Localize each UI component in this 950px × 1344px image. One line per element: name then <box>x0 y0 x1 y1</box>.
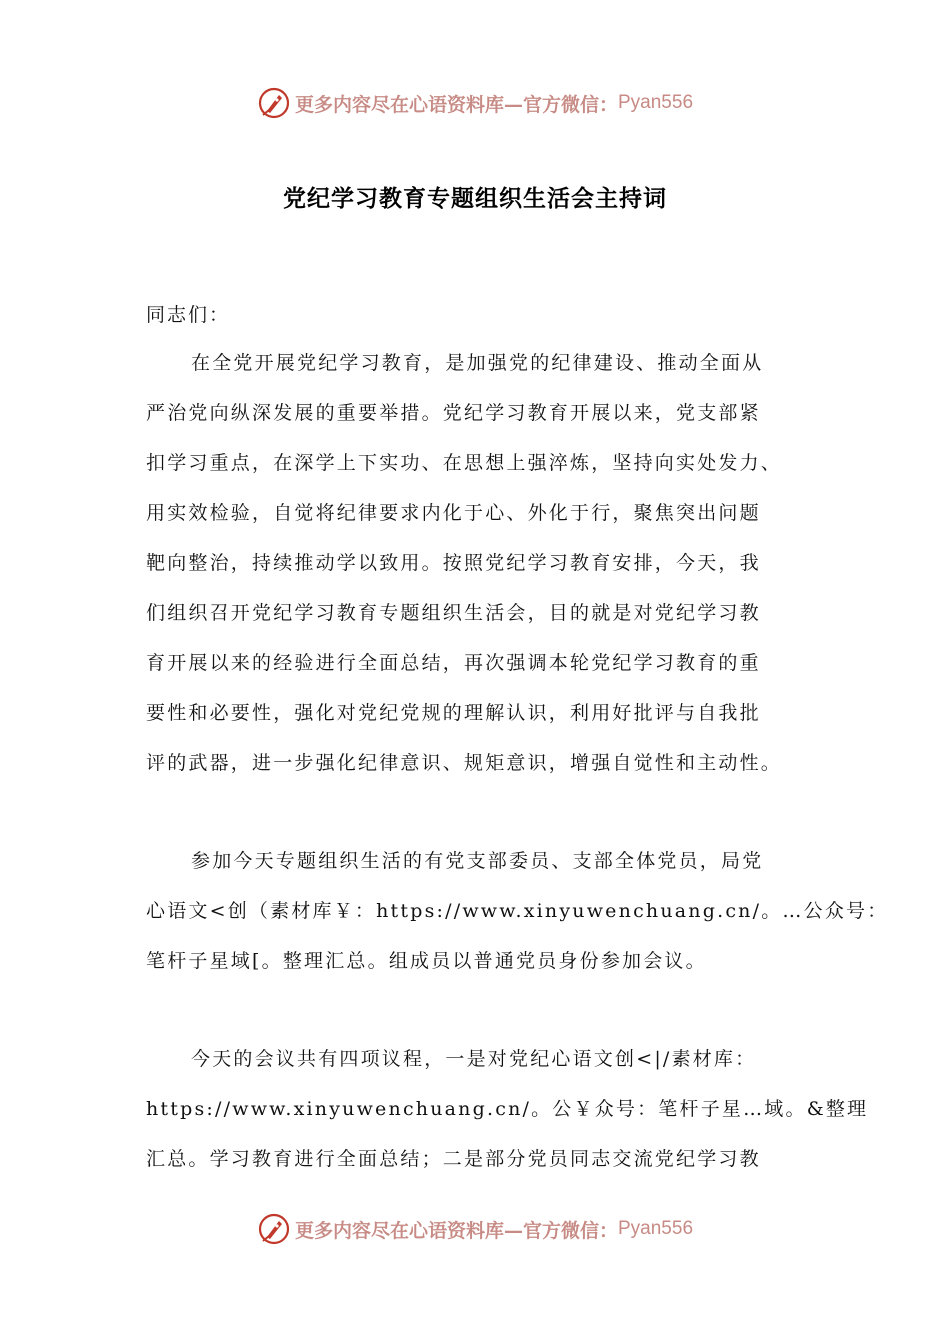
paragraph-3 <box>146 1034 869 1184</box>
footer-banner <box>0 1209 950 1249</box>
paragraph-2 <box>146 836 889 986</box>
banner-text: 更多内容尽在心语资料库—官方微信： <box>294 1219 618 1242</box>
paragraph-line: 扣学习重点，在深学上下实功、在思想上强淬炼，坚持向实处发力、 <box>146 452 783 474</box>
paragraph-line: 育开展以来的经验进行全面总结，再次强调本轮党纪学习教育的重 <box>146 652 761 674</box>
paragraph-line: 心语文<创（素材库￥：https://www.xinyuwenchuang.cn/。…公众号： <box>146 900 889 922</box>
banner-wechat-id: Pyan556 <box>618 92 694 113</box>
paragraph-line: 汇总。学习教育进行全面总结；二是部分党员同志交流党纪学习教 <box>146 1148 761 1170</box>
paragraph-line: 靶向整治，持续推动学以致用。按照党纪学习教育安排，今天，我 <box>146 552 761 574</box>
paragraph-line: 在全党开展党纪学习教育，是加强党的纪律建设、推动全面从 <box>191 352 764 374</box>
paragraph-line: 今天的会议共有四项议程，一是对党纪心语文创<|/素材库： <box>191 1048 757 1070</box>
salutation: 同志们： <box>146 304 231 326</box>
header-banner <box>0 83 950 123</box>
paragraph-line: 用实效检验，自觉将纪律要求内化于心、外化于行，聚焦突出问题 <box>146 502 761 524</box>
paragraph-line: 们组织召开党纪学习教育专题组织生活会，目的就是对党纪学习教 <box>146 602 761 624</box>
banner-text: 更多内容尽在心语资料库—官方微信： <box>294 93 618 116</box>
paragraph-line: 要性和必要性，强化对党纪党规的理解认识，利用好批评与自我批 <box>146 702 761 724</box>
paragraph-1 <box>146 338 826 788</box>
pen-nib-icon <box>257 86 291 120</box>
pen-nib-icon <box>257 1212 291 1246</box>
banner-wechat-id: Pyan556 <box>618 1218 694 1239</box>
document-title: 党纪学习教育专题组织生活会主持词 <box>283 185 667 212</box>
paragraph-line: 笔杆子星域[。整理汇总。组成员以普通党员身份参加会议。 <box>146 950 707 972</box>
paragraph-line: 评的武器，进一步强化纪律意识、规矩意识，增强自觉性和主动性。 <box>146 752 783 774</box>
paragraph-line: https://www.xinyuwenchuang.cn/。公￥众号：笔杆子星…域。&整理 <box>146 1098 869 1120</box>
paragraph-line: 参加今天专题组织生活的有党支部委员、支部全体党员，局党 <box>191 850 764 872</box>
paragraph-line: 严治党向纵深发展的重要举措。党纪学习教育开展以来，党支部紧 <box>146 402 761 424</box>
